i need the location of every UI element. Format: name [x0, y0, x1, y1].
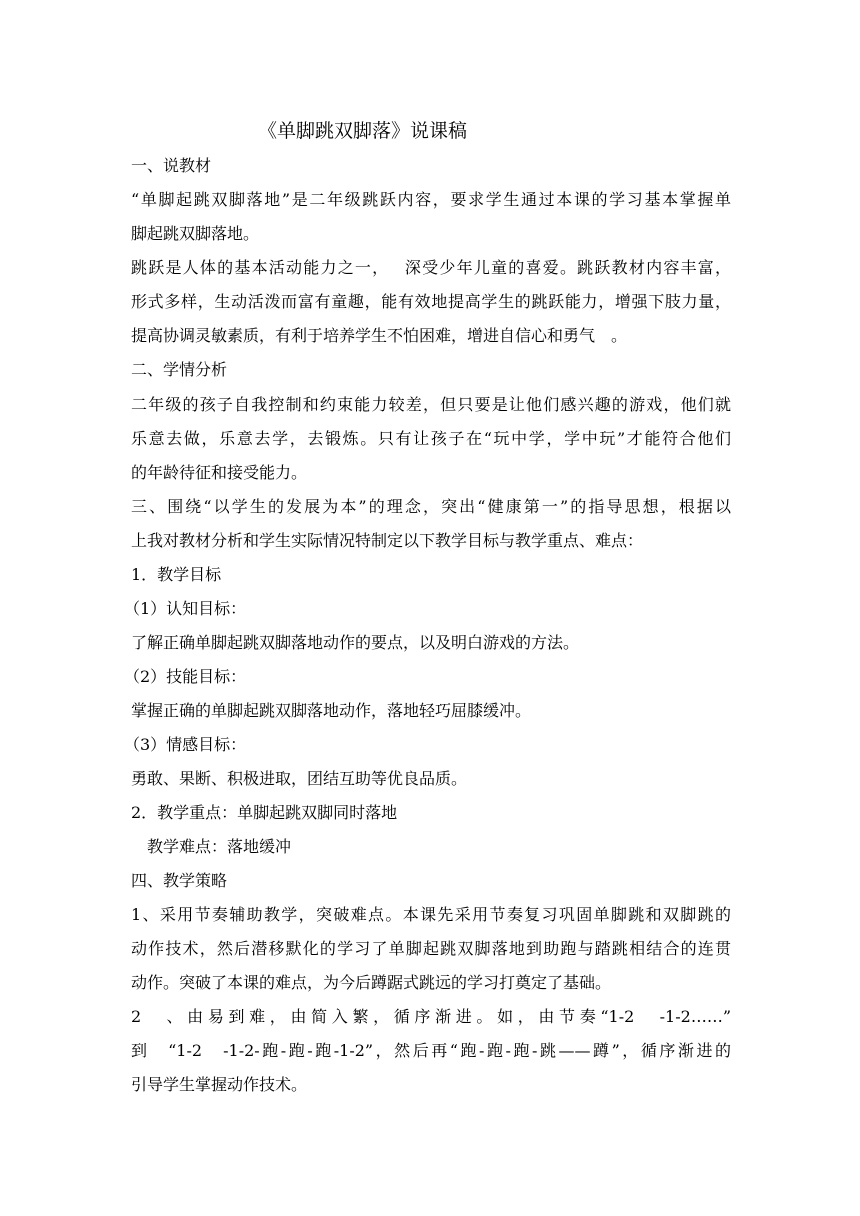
- paragraph-line: 提高协调灵敏素质，有利于培养学生不怕困难，增进自信心和勇气 。: [131, 326, 628, 345]
- subheading-emotion-goal: （3）情感目标：: [124, 735, 247, 754]
- paragraph-line: 了解正确单脚起跳双脚落地动作的要点，以及明白游戏的方法。: [131, 633, 580, 652]
- paragraph-line: 动作。突破了本课的难点，为今后蹲踞式跳远的学习打奠定了基础。: [131, 973, 612, 992]
- paragraph-line: 掌握正确的单脚起跳双脚落地动作，落地轻巧屈膝缓冲。: [131, 701, 532, 720]
- paragraph-line: 上我对教材分析和学生实际情况特制定以下教学目标与教学重点、难点：: [131, 531, 644, 550]
- subheading-teaching-goals: 1．教学目标: [131, 565, 222, 584]
- section-heading-student-analysis: 二、学情分析: [131, 360, 228, 379]
- section-heading-teaching-material: 一、说教材: [131, 156, 212, 175]
- paragraph-line: 引导学生掌握动作技术。: [131, 1075, 308, 1094]
- paragraph-line: “单脚起跳双脚落地”是二年级跳跃内容，要求学生通过本课的学习基本掌握单: [131, 190, 731, 209]
- teaching-difficulty-line: 教学难点：落地缓冲: [131, 837, 292, 856]
- paragraph-line: 跳跃是人体的基本活动能力之一， 深受少年儿童的喜爱。跳跃教材内容丰富，: [131, 258, 731, 277]
- paragraph-line: 到 “1-2 -1-2-跑-跑-跑-1-2”，然后再“跑-跑-跑-跳——蹲”，循序渐进的: [131, 1041, 731, 1060]
- paragraph-line: 的年龄待征和接受能力。: [131, 463, 308, 482]
- paragraph-line: 形式多样，生动活泼而富有童趣，能有效地提高学生的跳跃能力，增强下肢力量，: [131, 292, 731, 311]
- paragraph-line: 1、采用节奏辅助教学，突破难点。本课先采用节奏复习巩固单脚跳和双脚跳的: [131, 905, 731, 924]
- section-heading-objectives: 三、围绕“以学生的发展为本”的理念，突出“健康第一”的指导思想，根据以: [131, 497, 731, 516]
- teaching-focus-line: 2．教学重点：单脚起跳双脚同时落地: [131, 803, 398, 822]
- subheading-cognitive-goal: （1）认知目标：: [124, 599, 247, 618]
- paragraph-line: 二年级的孩子自我控制和约束能力较差，但只要是让他们感兴趣的游戏，他们就: [131, 395, 731, 414]
- subheading-skill-goal: （2）技能目标：: [124, 667, 247, 686]
- paragraph-line: 脚起跳双脚落地。: [131, 224, 260, 243]
- paragraph-line: 2 、由易到难，由简入繁，循序渐进。如，由节奏“1-2 -1-2……”: [131, 1007, 731, 1026]
- document-title: 《单脚跳双脚落》说课稿: [258, 120, 468, 142]
- paragraph-line: 动作技术，然后潜移默化的学习了单脚起跳双脚落地到助跑与踏跳相结合的连贯: [131, 939, 731, 958]
- paragraph-line: 乐意去做，乐意去学，去锻炼。只有让孩子在“玩中学，学中玩”才能符合他们: [131, 429, 731, 448]
- paragraph-line: 勇敢、果断、积极进取，团结互助等优良品质。: [131, 769, 468, 788]
- section-heading-strategy: 四、教学策略: [131, 871, 228, 890]
